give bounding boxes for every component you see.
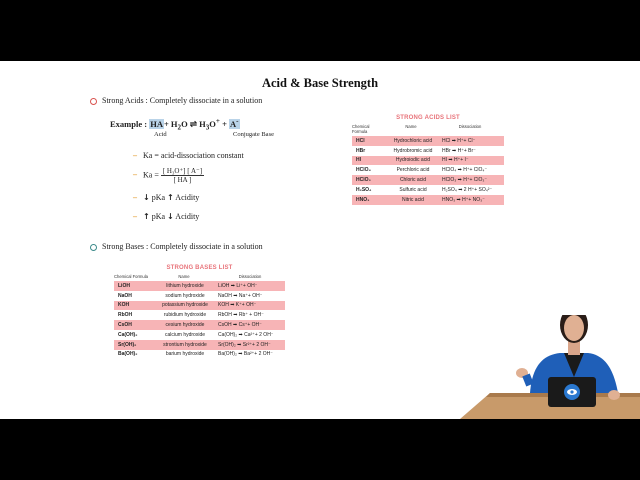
dissociation-cell: H₂SO₄ ➡ 2 H⁺+ SO₄²⁻ bbox=[442, 186, 493, 193]
slide bbox=[0, 61, 640, 419]
formula-cell: Ca(OH)₂ bbox=[118, 331, 138, 338]
conjugate-base-a bbox=[229, 119, 240, 129]
name-cell: barium hydroxide bbox=[165, 351, 205, 358]
formula-cell: Ba(OH)₂ bbox=[118, 351, 138, 358]
plus-h: + H bbox=[163, 118, 178, 129]
dash-icon: – bbox=[133, 151, 137, 160]
down-arrow-icon: ↓ bbox=[167, 212, 174, 221]
example-reaction bbox=[110, 117, 240, 132]
h3o-o: O bbox=[209, 118, 216, 129]
dissociation-cell: HClO₄ ➡ H⁺+ ClO₄⁻ bbox=[442, 167, 488, 174]
name-cell: rubidium hydroxide bbox=[163, 312, 207, 319]
a-sup: - bbox=[236, 117, 239, 125]
dissociation-cell: HNO₃ ➡ H⁺+ NO₃⁻ bbox=[442, 196, 485, 203]
slide-title: Acid & Base Strength bbox=[261, 76, 379, 90]
name-cell: Nitric acid bbox=[402, 196, 424, 203]
table-row bbox=[114, 320, 285, 330]
name-cell: Hydrochloric acid bbox=[393, 137, 433, 144]
acid-label: Acid bbox=[154, 131, 167, 138]
header-formula: Chemical Formula bbox=[114, 274, 148, 279]
table-row bbox=[114, 281, 285, 291]
ka-formula bbox=[133, 167, 204, 184]
ka-definition-text: Ka = acid-dissociation constant bbox=[143, 151, 244, 160]
pka-line-2 bbox=[133, 212, 199, 221]
dash-icon: – bbox=[133, 212, 137, 221]
name-cell: lithium hydroxide bbox=[166, 282, 204, 289]
down-arrow-icon: ↓ bbox=[143, 193, 150, 202]
table-row bbox=[114, 340, 285, 350]
formula-cell: LiOH bbox=[118, 282, 130, 289]
table-row bbox=[114, 301, 285, 311]
formula-cell: HCl bbox=[356, 137, 365, 144]
pka-line-1 bbox=[133, 193, 199, 202]
plus-2: + bbox=[219, 118, 230, 129]
ka-definition bbox=[133, 151, 244, 160]
table-row bbox=[352, 175, 504, 185]
h3o-sub: 3 bbox=[205, 123, 210, 132]
table-row bbox=[352, 185, 504, 195]
header-name: Name bbox=[178, 274, 190, 279]
name-cell: strontium hydroxide bbox=[163, 341, 207, 348]
dissociation-cell: HBr ➡ H⁺+ Br⁻ bbox=[442, 147, 476, 154]
eye-icon-pupil bbox=[570, 390, 573, 393]
table-row bbox=[114, 330, 285, 340]
dash-icon: – bbox=[133, 170, 137, 180]
acidity-text: Acidity bbox=[175, 212, 200, 221]
dissociation-cell: NaOH ➡ Na⁺+ OH⁻ bbox=[218, 292, 263, 299]
acids-table-title: STRONG ACIDS LIST bbox=[396, 115, 460, 121]
conjugate-base-label: Conjugate Base bbox=[233, 131, 274, 138]
formula-cell: CsOH bbox=[118, 322, 132, 329]
table-row bbox=[114, 291, 285, 301]
strong-bases-text: Strong Bases : Completely dissociate in a solution bbox=[102, 242, 263, 251]
table-row bbox=[352, 195, 504, 205]
bases-table-header bbox=[114, 274, 285, 279]
header-formula: Chemical Formula bbox=[352, 124, 370, 134]
name-cell: Hydroiodic acid bbox=[395, 157, 431, 164]
name-cell: Hydrobromic acid bbox=[393, 147, 433, 154]
ka-denominator: [ HA ] bbox=[173, 176, 192, 184]
table-row bbox=[114, 350, 285, 360]
dissociation-cell: CsOH ➡ Cs⁺+ OH⁻ bbox=[218, 322, 262, 329]
dissociation-cell: RbOH ➡ Rb⁺ + OH⁻ bbox=[218, 312, 264, 319]
acidity-text: Acidity bbox=[175, 193, 200, 202]
strong-acids-bullet bbox=[90, 96, 262, 105]
equilibrium-arrow: ⇌ bbox=[189, 118, 197, 129]
h2o-o: O bbox=[181, 118, 188, 129]
header-dissociation: Dissociation bbox=[238, 274, 262, 279]
h2o-sub: 2 bbox=[177, 123, 182, 132]
name-cell: potassium hydroxide bbox=[162, 302, 208, 309]
strong-acids-text: Strong Acids : Completely dissociate in a solution bbox=[102, 96, 263, 105]
header-name: Name bbox=[405, 124, 417, 129]
presenter-left-arm bbox=[526, 375, 530, 385]
table-row bbox=[114, 310, 285, 320]
table-row bbox=[352, 156, 504, 166]
a-letter: A bbox=[230, 118, 237, 129]
dash-icon: – bbox=[133, 193, 137, 202]
formula-cell: HBr bbox=[356, 147, 366, 154]
example-label: Example : bbox=[110, 118, 148, 129]
name-cell: calcium hydroxide bbox=[164, 331, 206, 338]
formula-cell: HI bbox=[356, 157, 361, 164]
h3o-h: H bbox=[199, 118, 206, 129]
pka-text: pKa bbox=[151, 212, 166, 221]
dissociation-cell: HCl ➡ H⁺+ Cl⁻ bbox=[442, 137, 476, 144]
bullet-circle-icon bbox=[90, 244, 97, 251]
acids-table-header bbox=[352, 124, 504, 134]
pka-text: pKa bbox=[151, 193, 166, 202]
bullet-circle-icon bbox=[90, 98, 97, 105]
formula-cell: RbOH bbox=[118, 312, 133, 319]
formula-cell: HNO₃ bbox=[356, 196, 370, 203]
up-arrow-icon: ↑ bbox=[167, 193, 174, 202]
dissociation-cell: Sr(OH)₂ ➡ Sr²⁺+ 2 OH⁻ bbox=[218, 341, 271, 348]
formula-cell: KOH bbox=[118, 302, 130, 309]
up-arrow-icon: ↑ bbox=[143, 212, 150, 221]
name-cell: Sulfuric acid bbox=[399, 186, 427, 193]
dissociation-cell: HI ➡ H⁺+ I⁻ bbox=[442, 157, 469, 164]
presenter-right-hand bbox=[608, 390, 620, 400]
presenter-illustration bbox=[460, 315, 640, 419]
name-cell: Chloric acid bbox=[399, 177, 427, 184]
acids-table-rows bbox=[352, 136, 504, 205]
dissociation-cell: Ca(OH)₂ ➡ Ca²⁺+ 2 OH⁻ bbox=[218, 331, 274, 338]
name-cell: sodium hydroxide bbox=[165, 292, 205, 299]
dissociation-cell: Ba(OH)₂ ➡ Ba²⁺+ 2 OH⁻ bbox=[218, 351, 273, 358]
formula-cell: NaOH bbox=[118, 292, 132, 299]
strong-bases-bullet bbox=[90, 242, 263, 251]
name-cell: Perchloric acid bbox=[396, 167, 430, 174]
strong-acids-table bbox=[352, 115, 504, 205]
ka-numerator: [ H₃O⁺] [ A⁻] bbox=[162, 167, 203, 175]
table-row bbox=[352, 136, 504, 146]
header-dissociation: Dissociation bbox=[458, 124, 482, 129]
ka-formula-left: Ka = bbox=[143, 170, 159, 180]
bases-table-title: STRONG BASES LIST bbox=[166, 265, 233, 271]
acid-ha: HA bbox=[150, 118, 163, 129]
dissociation-cell: LiOH ➡ Li⁺+ OH⁻ bbox=[218, 282, 258, 289]
bases-table-rows bbox=[114, 281, 285, 359]
formula-cell: H₂SO₄ bbox=[356, 186, 372, 193]
dissociation-cell: HClO₃ ➡ H⁺+ ClO₃⁻ bbox=[442, 177, 488, 184]
formula-cell: HClO₄ bbox=[356, 167, 371, 174]
presenter-face bbox=[564, 315, 584, 341]
ka-fraction bbox=[161, 167, 204, 184]
h3o-sup: + bbox=[215, 117, 220, 125]
formula-cell: HClO₃ bbox=[356, 177, 371, 184]
strong-bases-table bbox=[114, 265, 285, 359]
name-cell: cesium hydroxide bbox=[165, 322, 205, 329]
table-row bbox=[352, 165, 504, 175]
dissociation-cell: KOH ➡ K⁺+ OH⁻ bbox=[218, 302, 257, 309]
table-row bbox=[352, 146, 504, 156]
formula-cell: Sr(OH)₂ bbox=[118, 341, 137, 348]
